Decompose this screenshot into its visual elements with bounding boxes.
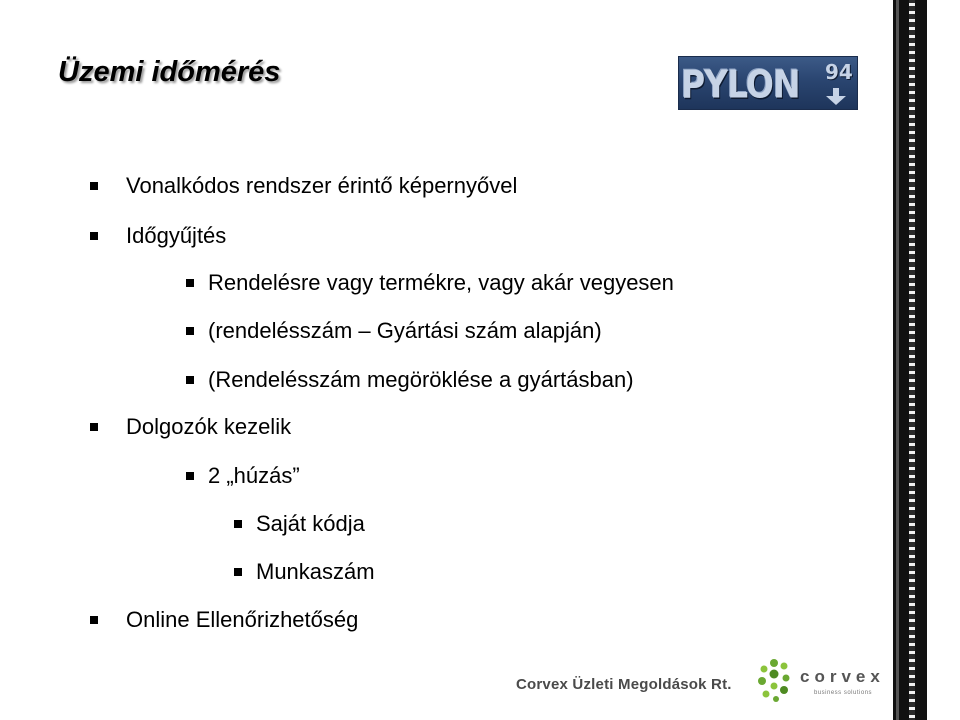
corvex-dots-icon <box>756 657 800 707</box>
square-bullet-icon <box>186 472 194 480</box>
corvex-logo <box>756 657 885 707</box>
bullet-text: (rendelésszám – Gyártási szám alapján) <box>208 318 602 343</box>
bullet-text: Online Ellenőrizhetőség <box>126 607 359 632</box>
square-bullet-icon <box>234 520 242 528</box>
corvex-brand-text: corvex <box>800 667 885 686</box>
pylon-logo-year: 94 <box>825 60 853 84</box>
square-bullet-icon <box>186 376 194 384</box>
bullet-text: Dolgozók kezelik <box>126 414 292 439</box>
square-bullet-icon <box>234 568 242 576</box>
decorative-film-strip <box>893 0 927 720</box>
square-bullet-icon <box>90 232 98 240</box>
square-bullet-icon <box>186 279 194 287</box>
bullet-text: Vonalkódos rendszer érintő képernyővel <box>126 173 518 198</box>
bullet-text: Rendelésre vagy termékre, vagy akár vegyesen <box>208 270 674 295</box>
square-bullet-icon <box>186 327 194 335</box>
bullet-text: 2 „húzás” <box>208 463 300 488</box>
bullet-text: (Rendelésszám megöröklése a gyártásban) <box>208 367 634 392</box>
film-strip-edge <box>896 0 899 720</box>
corvex-tagline: business solutions <box>814 690 873 696</box>
pylon-logo <box>678 56 858 110</box>
bullet-text: Munkaszám <box>256 559 375 584</box>
square-bullet-icon <box>90 423 98 431</box>
bullet-text: Időgyűjtés <box>126 223 227 248</box>
square-bullet-icon <box>90 182 98 190</box>
bullet-text: Saját kódja <box>256 511 365 536</box>
footer-company-name: Corvex Üzleti Megoldások Rt. <box>516 676 732 693</box>
film-strip-perforation <box>909 0 915 720</box>
pylon-logo-text: PYLON <box>681 62 800 107</box>
square-bullet-icon <box>90 616 98 624</box>
slide-title: Üzemi időmérés <box>58 56 281 88</box>
down-arrow-icon <box>824 88 848 106</box>
